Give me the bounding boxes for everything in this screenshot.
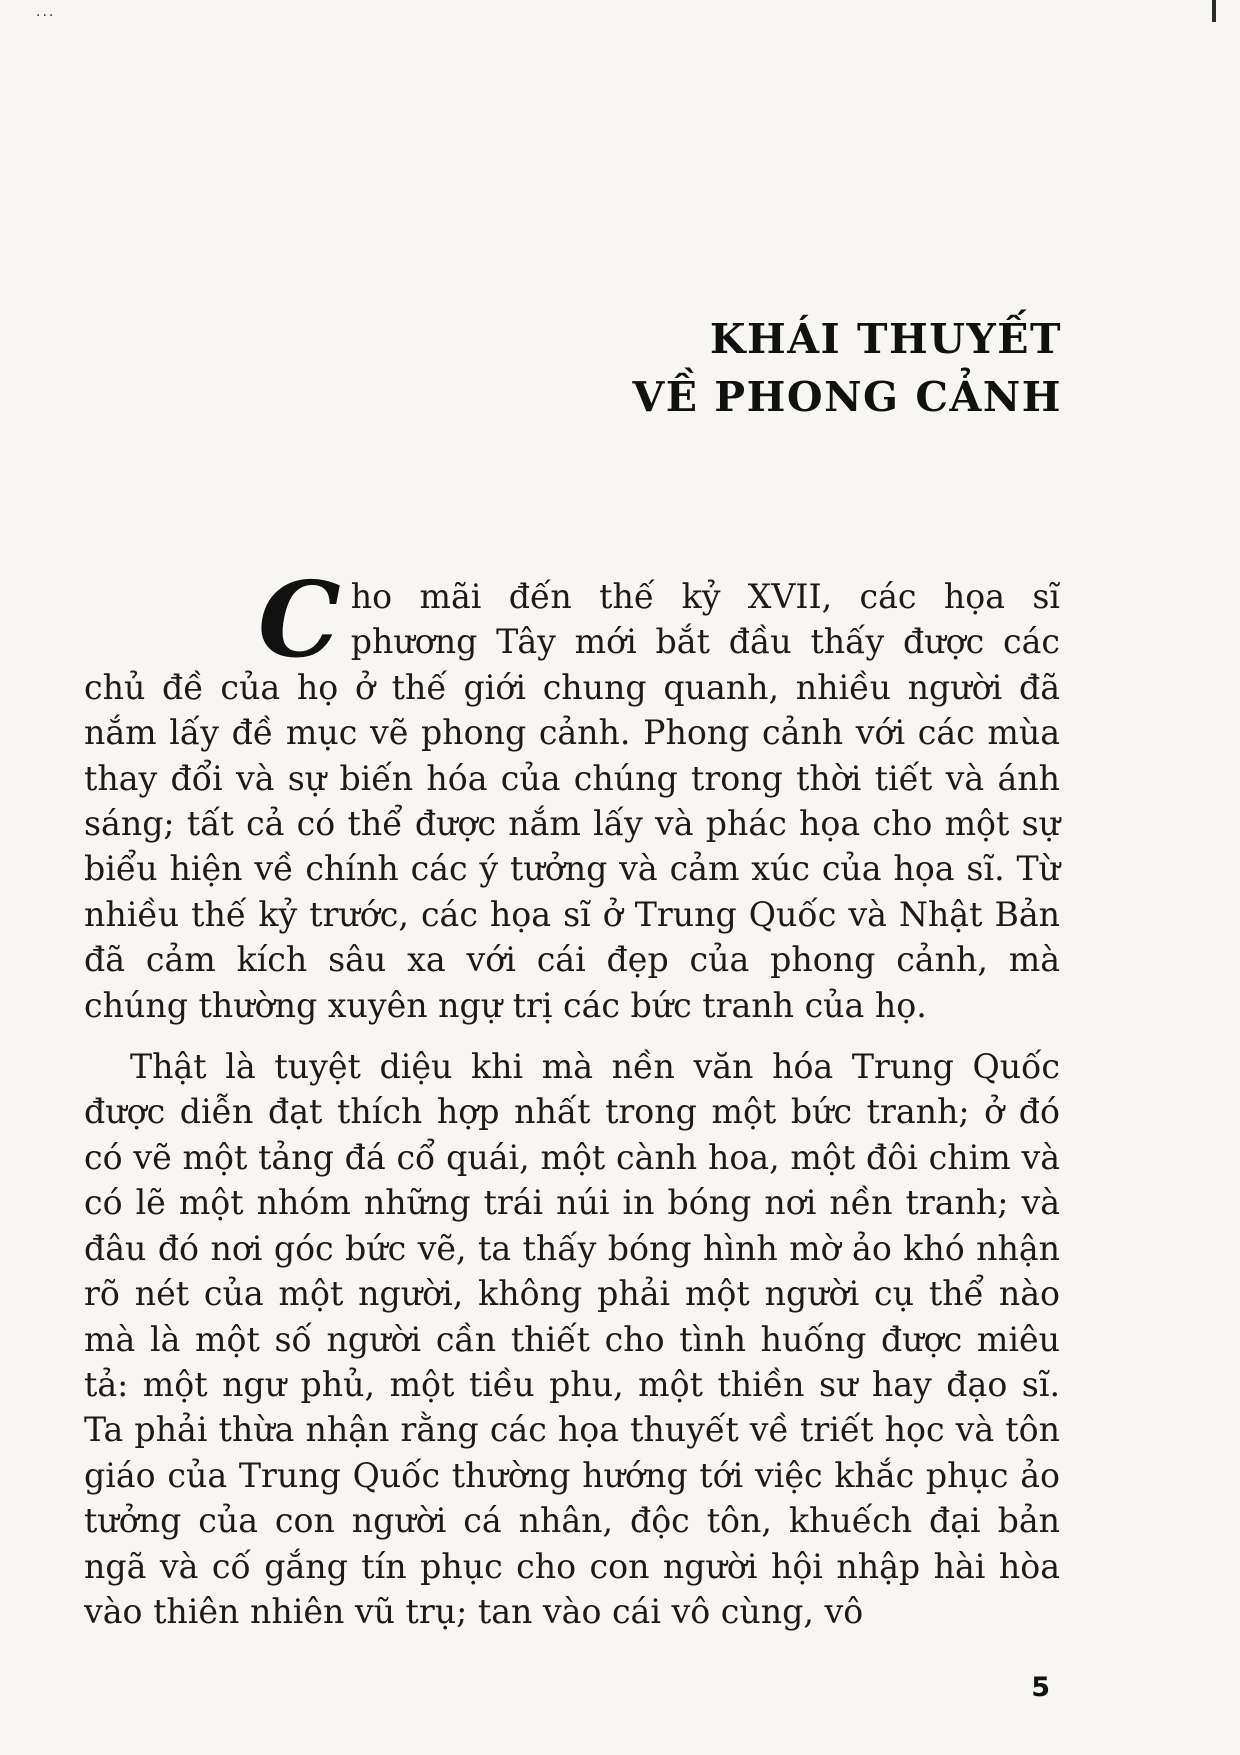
paragraph-1 (84, 558, 1060, 1028)
paragraph-1-text: ho mãi đến thế kỷ XVII, các họa sĩ phương Tây mới bắt đầu thấy được các chủ đề của họ ở thế giới chung quanh, nhiều người đã nắm lấy đề mục vẽ phong cảnh. Phong cảnh với các mùa thay đổi và sự biến hóa của chúng trong thời tiết và ánh sáng; tất cả có thể được nắm lấy và phác họa cho một sự biểu hiện về chính các ý tưởng và cảm xúc của họa sĩ. Từ nhiều thế kỷ trước, các họa sĩ ở Trung Quốc và Nhật Bản đã cảm kích sâu xa với cái đẹp của phong cảnh, mà chúng thường xuyên ngự trị các bức tranh của họ. (84, 577, 1060, 1025)
chapter-title-line-1: KHÁI THUYẾT (709, 315, 1062, 363)
drop-cap: C (258, 558, 341, 681)
page-number: 5 (1031, 1672, 1050, 1703)
chapter-title (632, 310, 1062, 426)
chapter-title-line-2: VỀ PHONG CẢNH (632, 373, 1062, 421)
paragraph-2: Thật là tuyệt diệu khi mà nền văn hóa Trung Quốc được diễn đạt thích hợp nhất trong một bức tranh; ở đó có vẽ một tảng đá cổ quái, một cành hoa, một đôi chim và có lẽ một nhóm những trái núi in bóng nơi nền tranh; và đâu đó nơi góc bức vẽ, ta thấy bóng hình mờ ảo khó nhận rõ nét của một người, không phải một người cụ thể nào mà là một số người cần thiết cho tình huống được miêu tả: một ngư phủ, một tiều phu, một thiền sư hay đạo sĩ. Ta phải thừa nhận rằng các họa thuyết về triết học và tôn giáo của Trung Quốc thường hướng tới việc khắc phục ảo tưởng của con người cá nhân, độc tôn, khuếch đại bản ngã và cố gắng tín phục cho con người hội nhập hài hòa vào thiên nhiên vũ trụ; tan vào cái vô cùng, vô (84, 1047, 1060, 1631)
corner-mark: ... (36, 4, 56, 20)
edge-mark (1212, 0, 1216, 22)
body-text (84, 558, 1060, 1634)
